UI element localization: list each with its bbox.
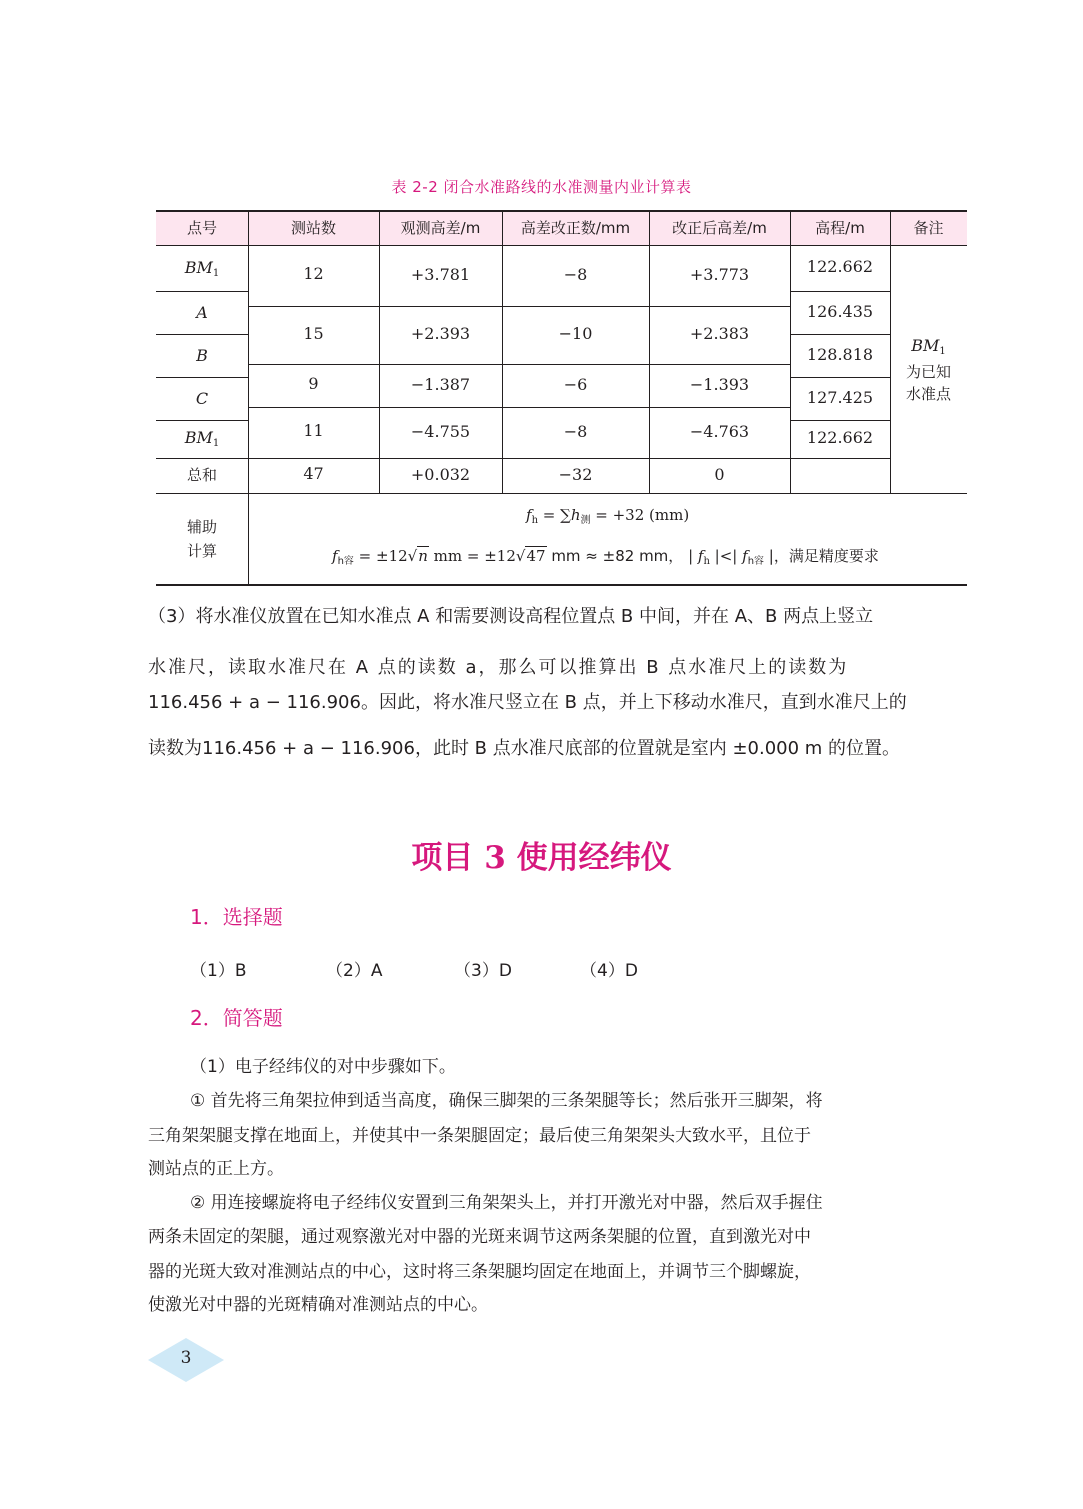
answer-3: （3）D xyxy=(454,961,512,981)
seg4-observed: −4.755 xyxy=(410,422,471,441)
point-a: A xyxy=(196,303,208,322)
step1-line3: 测站点的正上方。 xyxy=(148,1159,284,1179)
leveling-table xyxy=(156,210,967,586)
section2-intro: （1）电子经纬仪的对中步骤如下。 xyxy=(190,1057,456,1077)
answer-1: （1）B xyxy=(190,961,247,981)
step2-line3: 器的光斑大致对准测站点的中心，这时将三条架腿均固定在地面上，并调节三个脚螺旋， xyxy=(148,1262,811,1282)
step2-line2: 两条未固定的架腿，通过观察激光对中器的光斑来调节这两条架腿的位置，直到激光对中 xyxy=(148,1227,811,1247)
elevation-bm1-end: 122.662 xyxy=(806,428,874,447)
elevation-a: 126.435 xyxy=(806,302,874,321)
seg3-stations: 9 xyxy=(308,374,319,393)
seg2-stations: 15 xyxy=(303,324,324,343)
step1-line1: ① 首先将三角架拉伸到适当高度，确保三脚架的三条架腿等长；然后张开三脚架，将 xyxy=(190,1091,823,1111)
total-label: 总和 xyxy=(186,466,217,484)
section1-heading: 1．选择题 xyxy=(190,905,283,929)
seg2-observed: +2.393 xyxy=(410,324,471,343)
page-number-badge xyxy=(148,1338,224,1382)
aux-label-1: 辅助 xyxy=(186,518,217,536)
seg4-corrected: −4.763 xyxy=(689,422,750,441)
page-number: 3 xyxy=(180,1348,192,1368)
seg3-observed: −1.387 xyxy=(410,375,471,394)
para3-line3: 116.456 + a − 116.906。因此，将水准尺竖立在 B 点，并上下移动水准尺，直到水准尺上的 xyxy=(148,692,907,713)
step1-line2: 三角架架腿支撑在地面上，并使其中一条架腿固定；最后使三角架架头大致水平，且位于 xyxy=(148,1126,811,1146)
seg1-corrected: +3.773 xyxy=(689,265,750,284)
seg3-correction: −6 xyxy=(563,375,588,394)
header-elevation: 高程/m xyxy=(815,219,865,237)
total-observed: +0.032 xyxy=(410,465,471,484)
seg4-correction: −8 xyxy=(563,422,588,441)
header-stations: 测站数 xyxy=(290,219,336,237)
seg2-correction: −10 xyxy=(558,324,593,343)
para3-line4: 读数为116.456 + a − 116.906，此时 B 点水准尺底部的位置就是室内 ±0.000 m 的位置。 xyxy=(148,738,901,759)
para3-line1: （3）将水准仪放置在已知水准点 A 和需要测设高程位置点 B 中间，并在 A、B 两点上竖立 xyxy=(148,606,874,627)
header-observed-diff: 观测高差/m xyxy=(400,219,481,237)
step2-line4: 使激光对中器的光斑精确对准测站点的中心。 xyxy=(148,1295,488,1315)
answer-2: （2）A xyxy=(326,961,383,981)
seg4-stations: 11 xyxy=(303,421,324,440)
total-corrected: 0 xyxy=(714,465,725,484)
header-correction: 高差改正数/mm xyxy=(520,219,631,237)
formula-closure-error: $f_h = \sum h_测 = +32$ (mm) xyxy=(526,506,690,526)
section2-heading: 2．简答题 xyxy=(190,1006,283,1030)
point-b: B xyxy=(196,346,208,365)
para3-line2: 水准尺，读取水准尺在 A 点的读数 a，那么可以推算出 B 点水准尺上的读数为 xyxy=(148,657,849,678)
table-caption: 表 2-2 闭合水准路线的水准测量内业计算表 xyxy=(391,178,692,196)
header-corrected-diff: 改正后高差/m xyxy=(672,219,767,237)
total-correction: −32 xyxy=(558,465,593,484)
header-point: 点号 xyxy=(186,219,217,237)
remark-line2: 水准点 xyxy=(905,385,951,403)
point-c: C xyxy=(195,389,209,408)
remark-bm1: $BM_1$ xyxy=(911,336,946,357)
elevation-b: 128.818 xyxy=(806,345,874,364)
answer-4: （4）D xyxy=(580,961,638,981)
point-bm1-end: $BM_1$ xyxy=(184,428,220,449)
step2-line1: ② 用连接螺旋将电子经纬仪安置到三角架架头上，并打开激光对中器，然后双手握住 xyxy=(190,1193,823,1213)
elevation-bm1: 122.662 xyxy=(806,257,874,276)
seg3-corrected: −1.393 xyxy=(689,375,750,394)
seg1-correction: −8 xyxy=(563,265,588,284)
point-bm1: $BM_1$ xyxy=(184,258,220,279)
formula-allowable-error: $f_{h容} = \pm 12√n$ mm = ±12√47 mm ≈ ±82 mm， | $f_h$ |<| $f_{h容}$ |，满足精度要求 xyxy=(332,547,879,567)
seg2-corrected: +2.383 xyxy=(689,324,750,343)
project-title: 项目 3 使用经纬仪 xyxy=(411,840,672,876)
elevation-c: 127.425 xyxy=(806,388,874,407)
seg1-stations: 12 xyxy=(303,264,324,283)
seg1-observed: +3.781 xyxy=(410,265,471,284)
total-stations: 47 xyxy=(303,464,324,483)
remark-line1: 为已知 xyxy=(905,363,951,381)
header-remark: 备注 xyxy=(913,219,944,237)
aux-label-2: 计算 xyxy=(186,542,217,560)
